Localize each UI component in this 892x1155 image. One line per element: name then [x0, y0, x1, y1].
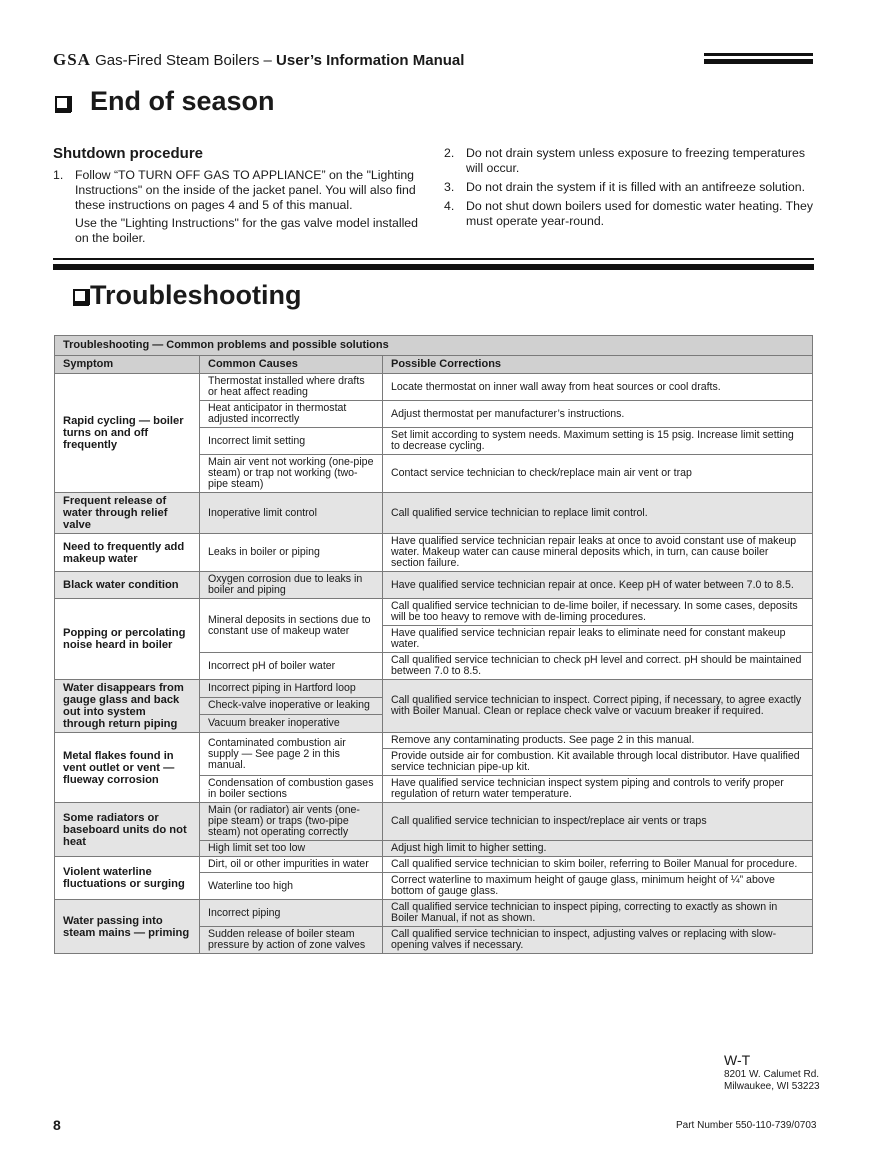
cause-cell: Condensation of combustion gases in boiler sections — [200, 776, 383, 803]
symptom-cell: Frequent release of water through relief valve — [55, 493, 200, 534]
cause-cell: Incorrect limit setting — [200, 428, 383, 455]
step-4 — [444, 199, 814, 229]
gsa-logo: GSA — [53, 50, 91, 69]
step-text: Do not shut down boilers used for domestic water heating. They must operate year-round. — [466, 199, 814, 228]
shutdown-procedure-heading: Shutdown procedure — [53, 145, 203, 162]
running-header — [53, 50, 464, 70]
step-number: 4. — [444, 199, 455, 213]
correction-cell: Call qualified service technician to replace limit control. — [383, 493, 813, 534]
correction-cell: Have qualified service technician repair leaks at once to avoid constant use of makeup water. Makeup water can cause mineral deposits which, in turn, can cause boiler section failure. — [383, 534, 813, 572]
correction-cell: Call qualified service technician to skim boiler, referring to Boiler Manual for procedure. — [383, 857, 813, 873]
step-3 — [444, 180, 814, 195]
column-header: Possible Corrections — [383, 356, 813, 374]
address-line-1: 8201 W. Calumet Rd. — [724, 1069, 820, 1080]
correction-cell: Call qualified service technician to check pH level and correct. pH should be maintained between 7.0 to 8.5. — [383, 653, 813, 680]
cause-cell: Mineral deposits in sections due to constant use of makeup water — [200, 599, 383, 653]
section-title-troubleshooting: Troubleshooting — [90, 280, 302, 310]
correction-cell: Call qualified service technician to inspect/replace air vents or traps — [383, 803, 813, 841]
correction-cell: Call qualified service technician to de-lime boiler, if necessary. In some cases, deposits will be too heavy to remove with de-liming procedures. — [383, 599, 813, 626]
column-header: Common Causes — [200, 356, 383, 374]
cause-cell: Incorrect piping in Hartford loop — [200, 680, 383, 698]
part-number: Part Number 550-110-739/0703 — [676, 1120, 817, 1131]
symptom-cell: Water disappears from gauge glass and back out into system through return piping — [55, 680, 200, 733]
column-header: Symptom — [55, 356, 200, 374]
section-divider-thin — [53, 258, 814, 260]
symptom-cell: Need to frequently add makeup water — [55, 534, 200, 572]
cause-cell: Dirt, oil or other impurities in water — [200, 857, 383, 873]
correction-cell: Adjust high limit to higher setting. — [383, 841, 813, 857]
cause-cell: Oxygen corrosion due to leaks in boiler and piping — [200, 572, 383, 599]
step-text: Follow “TO TURN OFF GAS TO APPLIANCE” on the "Lighting Instructions" on the inside of the jacket panel. You will also find these instructions on pages 4 and 5 of this manual. — [75, 168, 416, 212]
correction-cell: Call qualified service technician to inspect piping, correcting to exactly as shown in Boiler Manual, if not as shown. — [383, 900, 813, 927]
cause-cell: High limit set too low — [200, 841, 383, 857]
shutdown-steps-right — [444, 146, 814, 233]
table-row — [55, 572, 813, 599]
correction-cell: Locate thermostat on inner wall away from heat sources or cool drafts. — [383, 374, 813, 401]
symptom-cell: Metal flakes found in vent outlet or vent — flueway corrosion — [55, 733, 200, 803]
table-row — [55, 803, 813, 841]
cause-cell: Main air vent not working (one-pipe steam) or trap not working (two-pipe steam) — [200, 455, 383, 493]
cause-cell: Incorrect pH of boiler water — [200, 653, 383, 680]
header-title: Gas-Fired Steam Boilers — [95, 52, 260, 69]
cause-cell: Contaminated combustion air supply — See page 2 in this manual. — [200, 733, 383, 776]
correction-cell: Remove any contaminating products. See page 2 in this manual. — [383, 733, 813, 749]
table-row — [55, 733, 813, 749]
correction-cell: Correct waterline to maximum height of gauge glass, minimum height of ¼” above bottom of gauge glass. — [383, 873, 813, 900]
cause-cell: Waterline too high — [200, 873, 383, 900]
cause-cell: Thermostat installed where drafts or heat affect reading — [200, 374, 383, 401]
cause-cell: Vacuum breaker inoperative — [200, 715, 383, 733]
troubleshooting-table — [54, 335, 813, 954]
company-name: W-T — [724, 1052, 751, 1068]
cause-cell: Sudden release of boiler steam pressure by action of zone valves — [200, 927, 383, 954]
table-row — [55, 900, 813, 927]
section-checkbox-icon — [55, 96, 69, 110]
table-row — [55, 374, 813, 401]
correction-cell: Set limit according to system needs. Maximum setting is 15 psig. Increase limit setting to decrease cycling. — [383, 428, 813, 455]
symptom-cell: Some radiators or baseboard units do not heat — [55, 803, 200, 857]
correction-cell: Call qualified service technician to inspect, adjusting valves or replacing with slow-opening valves if necessary. — [383, 927, 813, 954]
header-subtitle: User’s Information Manual — [276, 52, 465, 69]
step-1 — [53, 168, 425, 213]
symptom-cell: Rapid cycling — boiler turns on and off frequently — [55, 374, 200, 493]
header-dash: – — [259, 52, 277, 69]
correction-cell: Provide outside air for combustion. Kit available through local distributor. Have qualified service technician pipe-up kit. — [383, 749, 813, 776]
page-number: 8 — [53, 1117, 61, 1133]
correction-cell: Have qualified service technician repair at once. Keep pH of water between 7.0 to 8.5. — [383, 572, 813, 599]
table-row — [55, 493, 813, 534]
correction-cell: Adjust thermostat per manufacturer’s instructions. — [383, 401, 813, 428]
section-title-end-of-season: End of season — [90, 86, 275, 116]
cause-cell: Incorrect piping — [200, 900, 383, 927]
step-text: Do not drain the system if it is filled with an antifreeze solution. — [466, 180, 806, 194]
correction-cell: Contact service technician to check/replace main air vent or trap — [383, 455, 813, 493]
correction-cell: Call qualified service technician to inspect. Correct piping, if necessary, to agree exactly with Boiler Manual. Clean or replace check valve or vacuum breaker if required. — [383, 680, 813, 733]
step-number: 2. — [444, 146, 455, 160]
header-rule-thin — [704, 53, 813, 56]
cause-cell: Main (or radiator) air vents (one-pipe steam) or traps (two-pipe steam) not operating correctly — [200, 803, 383, 841]
header-rule-thick — [704, 59, 813, 64]
symptom-cell: Popping or percolating noise heard in boiler — [55, 599, 200, 680]
step-text: Do not drain system unless exposure to freezing temperatures will occur. — [466, 146, 806, 175]
table-caption: Troubleshooting — Common problems and possible solutions — [55, 336, 813, 356]
table-row — [55, 534, 813, 572]
symptom-cell: Black water condition — [55, 572, 200, 599]
step-number: 1. — [53, 168, 64, 182]
cause-cell: Check-valve inoperative or leaking — [200, 697, 383, 715]
address-line-2: Milwaukee, WI 53223 — [724, 1081, 820, 1092]
section-divider-thick — [53, 264, 814, 270]
symptom-cell: Violent waterline fluctuations or surging — [55, 857, 200, 900]
cause-cell: Inoperative limit control — [200, 493, 383, 534]
table-row — [55, 680, 813, 698]
step-1-note: Use the "Lighting Instructions" for the gas valve model installed on the boiler. — [75, 216, 418, 245]
step-number: 3. — [444, 180, 455, 194]
table-row — [55, 599, 813, 626]
cause-cell: Heat anticipator in thermostat adjusted incorrectly — [200, 401, 383, 428]
cause-cell: Leaks in boiler or piping — [200, 534, 383, 572]
correction-cell: Have qualified service technician repair leaks to eliminate need for constant makeup water. — [383, 626, 813, 653]
section-checkbox-icon — [73, 289, 87, 303]
step-2 — [444, 146, 814, 176]
correction-cell: Have qualified service technician inspect system piping and controls to verify proper regulation of return water temperature. — [383, 776, 813, 803]
table-row — [55, 857, 813, 873]
symptom-cell: Water passing into steam mains — priming — [55, 900, 200, 954]
